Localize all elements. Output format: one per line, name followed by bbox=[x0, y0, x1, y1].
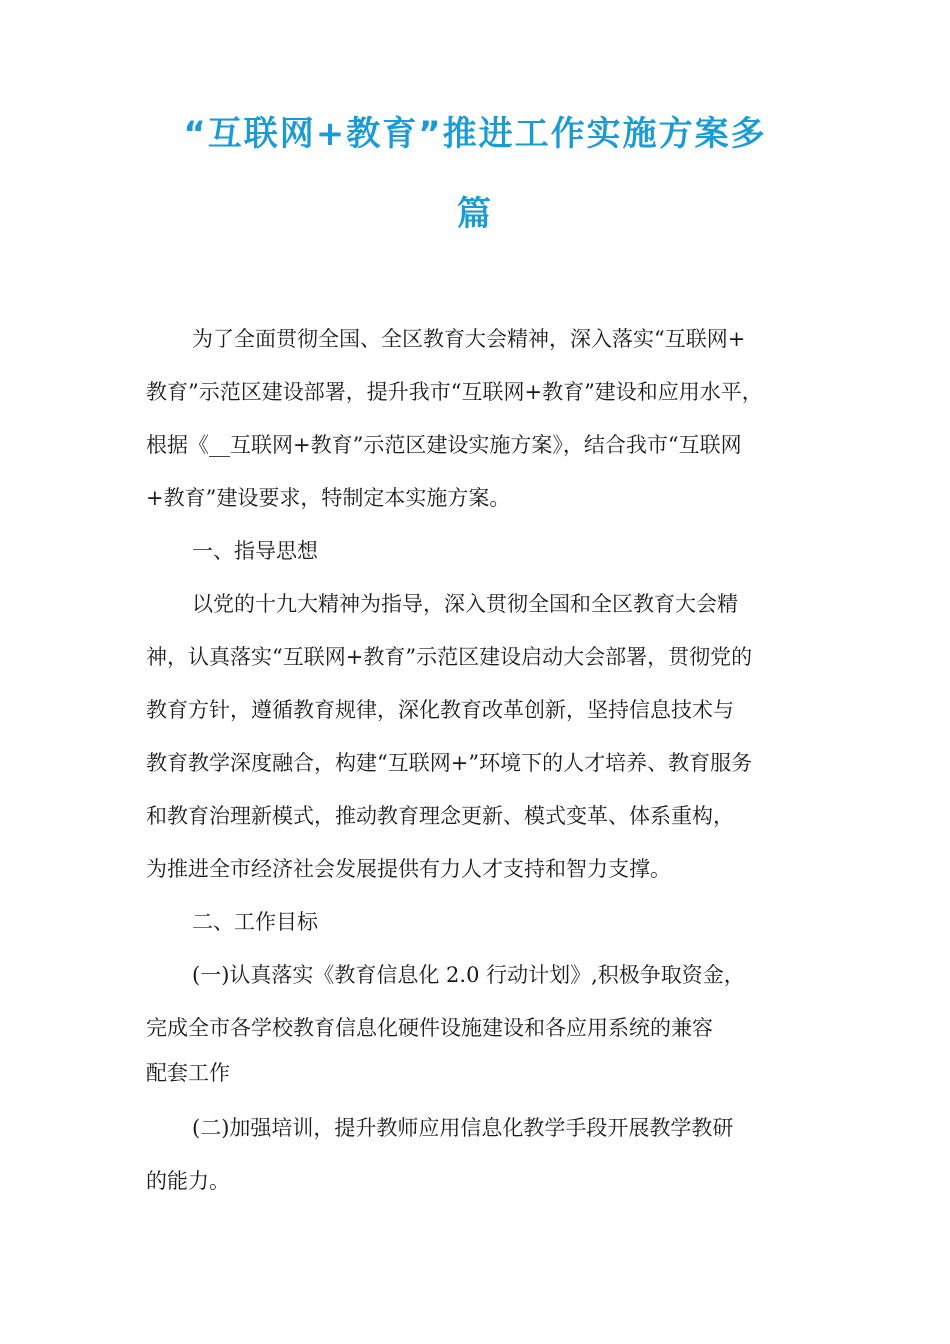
document-title-line-2: 篇 bbox=[457, 194, 493, 234]
section-heading-guiding-thought: 一、指导思想 bbox=[192, 539, 318, 563]
paragraph-intro-line-4: +教育”建设要求，特制定本实施方案。 bbox=[146, 486, 511, 510]
paragraph-guiding-line-5: 和教育治理新模式，推动教育理念更新、模式变革、体系重构， bbox=[146, 804, 734, 828]
paragraph-guiding-line-3: 教育方针，遵循教育规律，深化教育改革创新，坚持信息技术与 bbox=[146, 698, 734, 722]
paragraph-guiding-line-6: 为推进全市经济社会发展提供有力人才支持和智力支撑。 bbox=[146, 857, 671, 881]
paragraph-guiding-line-4: 教育教学深度融合，构建“互联网+”环境下的人才培养、教育服务 bbox=[146, 751, 753, 775]
document-title-line-1: “互联网+教育”推进工作实施方案多 bbox=[183, 114, 767, 154]
goal-1-line-3: 配套工作 bbox=[146, 1061, 230, 1085]
section-heading-work-goals: 二、工作目标 bbox=[192, 910, 318, 934]
goal-2-line-1: (二)加强培训，提升教师应用信息化教学手段开展教学教研 bbox=[192, 1116, 734, 1140]
goal-1-line-1: (一)认真落实《教育信息化 2.0 行动计划》,积极争取资金， bbox=[192, 963, 745, 987]
paragraph-intro-line-3: 根据《__互联网+教育”示范区建设实施方案》，结合我市“互联网 bbox=[146, 433, 742, 457]
paragraph-intro-line-2: 教育”示范区建设部署，提升我市“互联网+教育”建设和应用水平， bbox=[146, 380, 763, 404]
goal-1-line-2: 完成全市各学校教育信息化硬件设施建设和各应用系统的兼容 bbox=[146, 1016, 713, 1040]
goal-2-line-2: 的能力。 bbox=[146, 1169, 230, 1193]
paragraph-guiding-line-2: 神，认真落实“互联网+教育”示范区建设启动大会部署，贯彻党的 bbox=[146, 645, 753, 669]
paragraph-intro-line-1: 为了全面贯彻全国、全区教育大会精神，深入落实“互联网+ bbox=[192, 327, 746, 351]
paragraph-guiding-line-1: 以党的十九大精神为指导，深入贯彻全国和全区教育大会精 bbox=[192, 592, 738, 616]
